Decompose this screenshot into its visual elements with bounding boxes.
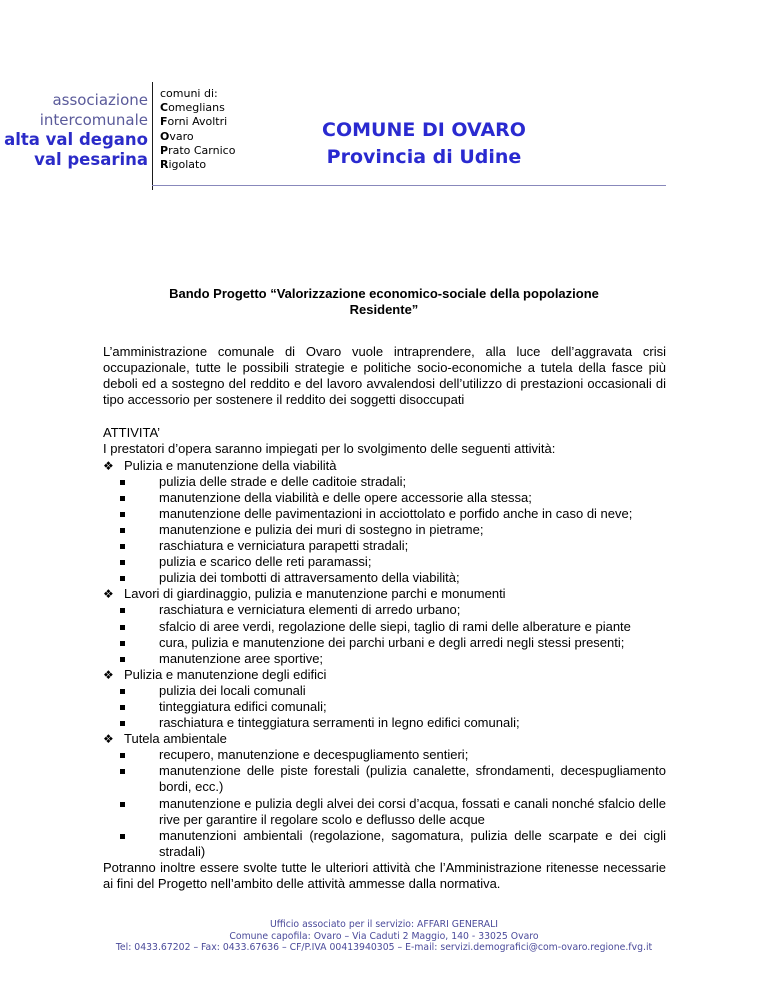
diamond-bullet-icon: ❖ <box>103 587 114 602</box>
list-item: manutenzione e pulizia dei muri di sostegno in pietrame; <box>103 522 666 538</box>
page-footer <box>0 919 768 954</box>
square-bullet-icon <box>120 496 125 501</box>
list-item: pulizia delle strade e delle caditoie stradali; <box>103 474 666 490</box>
list-item: pulizia dei tombotti di attraversamento della viabilità; <box>103 570 666 586</box>
square-bullet-icon <box>120 560 125 565</box>
square-bullet-icon <box>120 705 125 710</box>
footer-line-2: Comune capofila: Ovaro – Via Caduti 2 Maggio, 140 - 33025 Ovaro <box>229 930 539 942</box>
list-item: manutenzione delle pavimentazioni in acciottolato e porfido anche in caso di neve; <box>103 506 666 522</box>
square-bullet-icon <box>120 769 125 774</box>
comune-item: Comeglians <box>160 101 225 115</box>
header-divider-vertical <box>152 82 153 190</box>
association-line-2: intercomunale <box>39 110 148 129</box>
bando-title-line-1: Bando Progetto “Valorizzazione economico-sociale della popolazione <box>169 286 599 301</box>
square-bullet-icon <box>120 528 125 533</box>
footer-line-3: Tel: 0433.67202 – Fax: 0433.67636 – CF/P.IVA 00413940305 – E-mail: servizi.demografici@com-ovaro.regione.fvg.it <box>115 942 653 954</box>
list-item: manutenzioni ambientali (regolazione, sagomatura, pulizia delle scarpate e dei cigli stradali) <box>103 828 666 860</box>
bando-title-line-2: Residente” <box>349 302 419 317</box>
list-item: manutenzione della viabilità e delle opere accessorie alla stessa; <box>103 490 666 506</box>
square-bullet-icon <box>120 544 125 549</box>
list-item: manutenzione e pulizia degli alvei dei corsi d’acqua, fossati e canali nonché sfalcio delle rive per garantire il regolare scolo e deflusso delle acque <box>103 796 666 828</box>
bando-title <box>110 286 658 318</box>
list-item: raschiatura e verniciatura parapetti stradali; <box>103 538 666 554</box>
comune-item: Prato Carnico <box>160 143 236 157</box>
list-item: manutenzione aree sportive; <box>103 651 666 667</box>
square-bullet-icon <box>120 641 125 646</box>
document-body <box>103 344 666 892</box>
square-bullet-icon <box>120 753 125 758</box>
comune-item: Forni Avoltri <box>160 115 228 129</box>
list-item: raschiatura e verniciatura elementi di arredo urbano; <box>103 602 666 618</box>
section-heading: ❖ Pulizia e manutenzione della viabilità <box>103 457 337 473</box>
page-title: COMUNE DI OVARO <box>322 119 526 141</box>
section-heading: ❖ Tutela ambientale <box>103 731 227 747</box>
list-item: pulizia dei locali comunali <box>103 683 666 699</box>
header-divider-horizontal <box>152 185 666 186</box>
municipality-title <box>258 117 590 171</box>
list-item: tinteggiatura edifici comunali; <box>103 699 666 715</box>
association-line-3: alta val degano <box>4 130 148 149</box>
diamond-bullet-icon: ❖ <box>103 667 114 682</box>
square-bullet-icon <box>120 802 125 807</box>
list-item: pulizia e scarico delle reti paramassi; <box>103 554 666 570</box>
attivita-intro: I prestatori d’opera saranno impiegati per lo svolgimento delle seguenti attività: <box>103 441 556 457</box>
section-heading: ❖ Lavori di giardinaggio, pulizia e manutenzione parchi e monumenti <box>103 586 506 602</box>
square-bullet-icon <box>120 576 125 581</box>
comune-item: Ovaro <box>160 129 194 143</box>
closing-paragraph: Potranno inoltre essere svolte tutte le ulteriori attività che l’Amministrazione ritenesse necessarie ai fini del Progetto nell’ambito delle attività ammesse dalla normativa. <box>103 859 666 891</box>
footer-line-1: Ufficio associato per il servizio: AFFARI GENERALI <box>269 919 499 930</box>
list-item: sfalcio di aree verdi, regolazione delle siepi, taglio di rami delle alberature e piante <box>103 619 666 635</box>
diamond-bullet-icon: ❖ <box>103 458 114 473</box>
square-bullet-icon <box>120 721 125 726</box>
page-subtitle: Provincia di Udine <box>326 146 522 168</box>
square-bullet-icon <box>120 608 125 613</box>
intro-paragraph: L’amministrazione comunale di Ovaro vuole intraprendere, alla luce dell’aggravata crisi occupazionale, tutte le possibili strategie e politiche socio-economiche a tutela della fasce più deboli ed a sostegno del reddito e del lavoro avvalendosi dell’utilizzo di prestazioni occasionali di tipo accessorio per sostenere il reddito dei soggetti disoccupati <box>103 344 666 408</box>
association-name <box>4 91 148 169</box>
letterhead <box>0 0 768 200</box>
comuni-list <box>160 87 235 172</box>
list-item: recupero, manutenzione e decespugliamento sentieri; <box>103 747 666 763</box>
list-item: raschiatura e tinteggiatura serramenti in legno edifici comunali; <box>103 715 666 731</box>
square-bullet-icon <box>120 834 125 839</box>
square-bullet-icon <box>120 625 125 630</box>
association-line-4: val pesarina <box>34 149 148 169</box>
list-item: cura, pulizia e manutenzione dei parchi urbani e degli arredi negli stessi presenti; <box>103 635 666 651</box>
list-item: manutenzione delle piste forestali (pulizia canalette, sfrondamenti, decespugliamento bordi, ecc.) <box>103 763 666 795</box>
association-line-1: associazione <box>52 91 148 109</box>
comuni-label: comuni di: <box>160 87 218 100</box>
square-bullet-icon <box>120 689 125 694</box>
diamond-bullet-icon: ❖ <box>103 732 114 747</box>
section-heading: ❖ Pulizia e manutenzione degli edifici <box>103 666 327 682</box>
attivita-heading: ATTIVITA’ <box>103 425 161 441</box>
square-bullet-icon <box>120 512 125 517</box>
square-bullet-icon <box>120 657 125 662</box>
square-bullet-icon <box>120 480 125 485</box>
comune-item: Rigolato <box>160 158 207 172</box>
